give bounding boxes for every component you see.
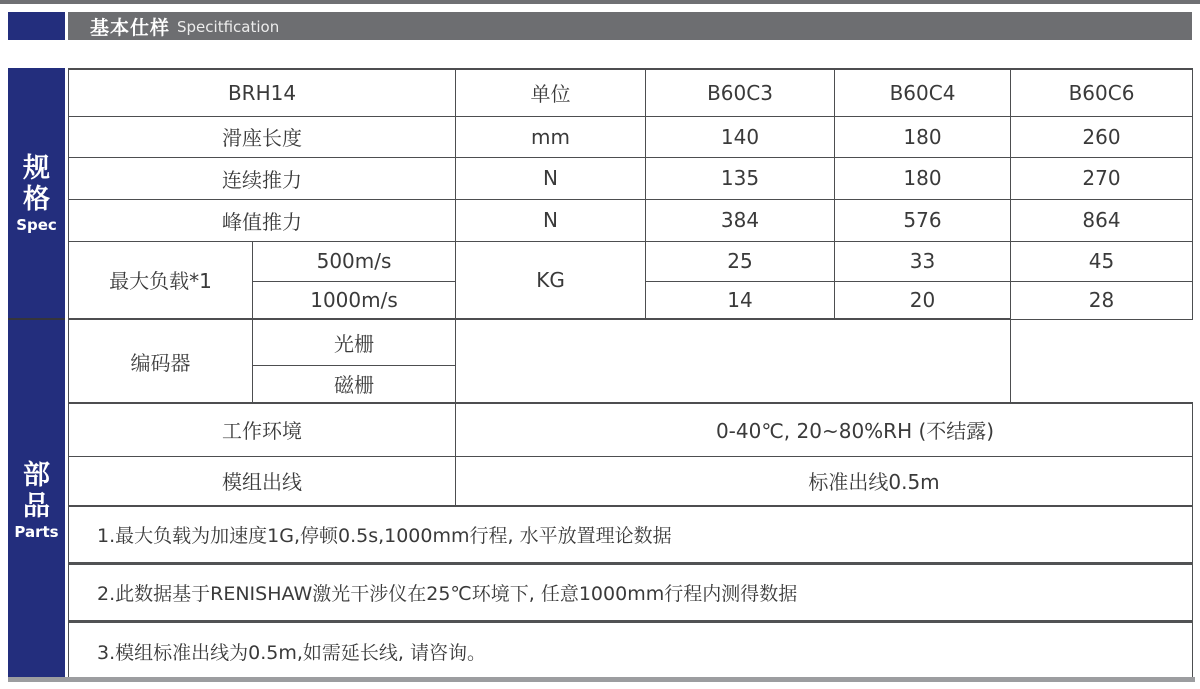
column-header-b60c3: B60C3 — [646, 69, 835, 116]
row-label-cell: 连续推力 — [69, 157, 456, 199]
encoder-label-cell: 编码器 — [69, 319, 253, 403]
table-header-row — [69, 69, 1193, 116]
unit-cell: mm — [456, 116, 646, 157]
value-cell: 270 — [1011, 157, 1193, 199]
table-row-peak-thrust — [69, 199, 1193, 241]
parts-label-char-1: 部 — [23, 459, 50, 491]
title-accent-block — [8, 12, 65, 40]
value-cell: 25 — [646, 241, 835, 281]
row-label-cell: 峰值推力 — [69, 199, 456, 241]
parts-label-char-2: 品 — [23, 490, 50, 522]
environment-value-cell: 0-40℃, 20~80%RH (不结露) — [456, 403, 1193, 456]
sub-label-cell: 光栅 — [253, 319, 456, 365]
note-text-1: 1.最大负载为加速度1G,停顿0.5s,1000mm行程, 水平放置理论数据 — [69, 506, 1193, 563]
spec-label-char-1: 规 — [23, 152, 50, 184]
sub-label-cell: 1000m/s — [253, 281, 456, 319]
unit-cell: N — [456, 199, 646, 241]
left-sidebar — [8, 68, 65, 680]
unit-cell: N — [456, 157, 646, 199]
value-cell: 28 — [1011, 281, 1193, 319]
value-cell: 384 — [646, 199, 835, 241]
sidebar-section-spec — [8, 68, 65, 318]
table-row-cable — [69, 456, 1193, 506]
specification-table — [68, 68, 1193, 682]
value-cell: 140 — [646, 116, 835, 157]
value-cell: 260 — [1011, 116, 1193, 157]
model-header-cell: BRH14 — [69, 69, 456, 116]
note-text-2: 2.此数据基于RENISHAW激光干涉仪在25℃环境下, 任意1000mm行程内测得数据 — [69, 563, 1193, 621]
unit-cell: KG — [456, 241, 646, 319]
table-row-environment — [69, 403, 1193, 456]
table-row-encoder-optical — [69, 319, 1193, 365]
cable-value-cell: 标准出线0.5m — [456, 456, 1193, 506]
value-cell: 135 — [646, 157, 835, 199]
table-row-slider-length — [69, 116, 1193, 157]
value-cell: 180 — [835, 116, 1011, 157]
encoder-empty-cell — [456, 319, 1011, 403]
bottom-border-line — [8, 677, 1195, 682]
row-label-cell: 滑座长度 — [69, 116, 456, 157]
spec-label-char-2: 格 — [23, 183, 50, 215]
value-cell: 33 — [835, 241, 1011, 281]
column-header-b60c6: B60C6 — [1011, 69, 1193, 116]
value-cell: 180 — [835, 157, 1011, 199]
row-label-cell: 模组出线 — [69, 456, 456, 506]
spec-label-en: Spec — [16, 215, 57, 234]
note-row-3 — [69, 621, 1193, 681]
unit-header-cell: 单位 — [456, 69, 646, 116]
table-row-max-load-500 — [69, 241, 1193, 281]
top-border-line — [0, 0, 1200, 4]
table-row-continuous-thrust — [69, 157, 1193, 199]
value-cell: 45 — [1011, 241, 1193, 281]
note-text-3: 3.模组标准出线为0.5m,如需延长线, 请咨询。 — [69, 621, 1193, 681]
value-cell: 576 — [835, 199, 1011, 241]
section-title-bar — [68, 12, 1192, 40]
value-cell: 20 — [835, 281, 1011, 319]
row-label-cell: 工作环境 — [69, 403, 456, 456]
note-row-2 — [69, 563, 1193, 621]
column-header-b60c4: B60C4 — [835, 69, 1011, 116]
page-title-en: Specitfication — [177, 18, 280, 36]
value-cell: 864 — [1011, 199, 1193, 241]
note-row-1 — [69, 506, 1193, 563]
sidebar-section-parts — [8, 318, 65, 680]
page-title-zh: 基本仕样 — [90, 16, 171, 39]
value-cell: 14 — [646, 281, 835, 319]
sub-label-cell: 磁栅 — [253, 365, 456, 403]
max-load-label-cell: 最大负载*1 — [69, 241, 253, 319]
sub-label-cell: 500m/s — [253, 241, 456, 281]
parts-label-en: Parts — [14, 522, 59, 541]
